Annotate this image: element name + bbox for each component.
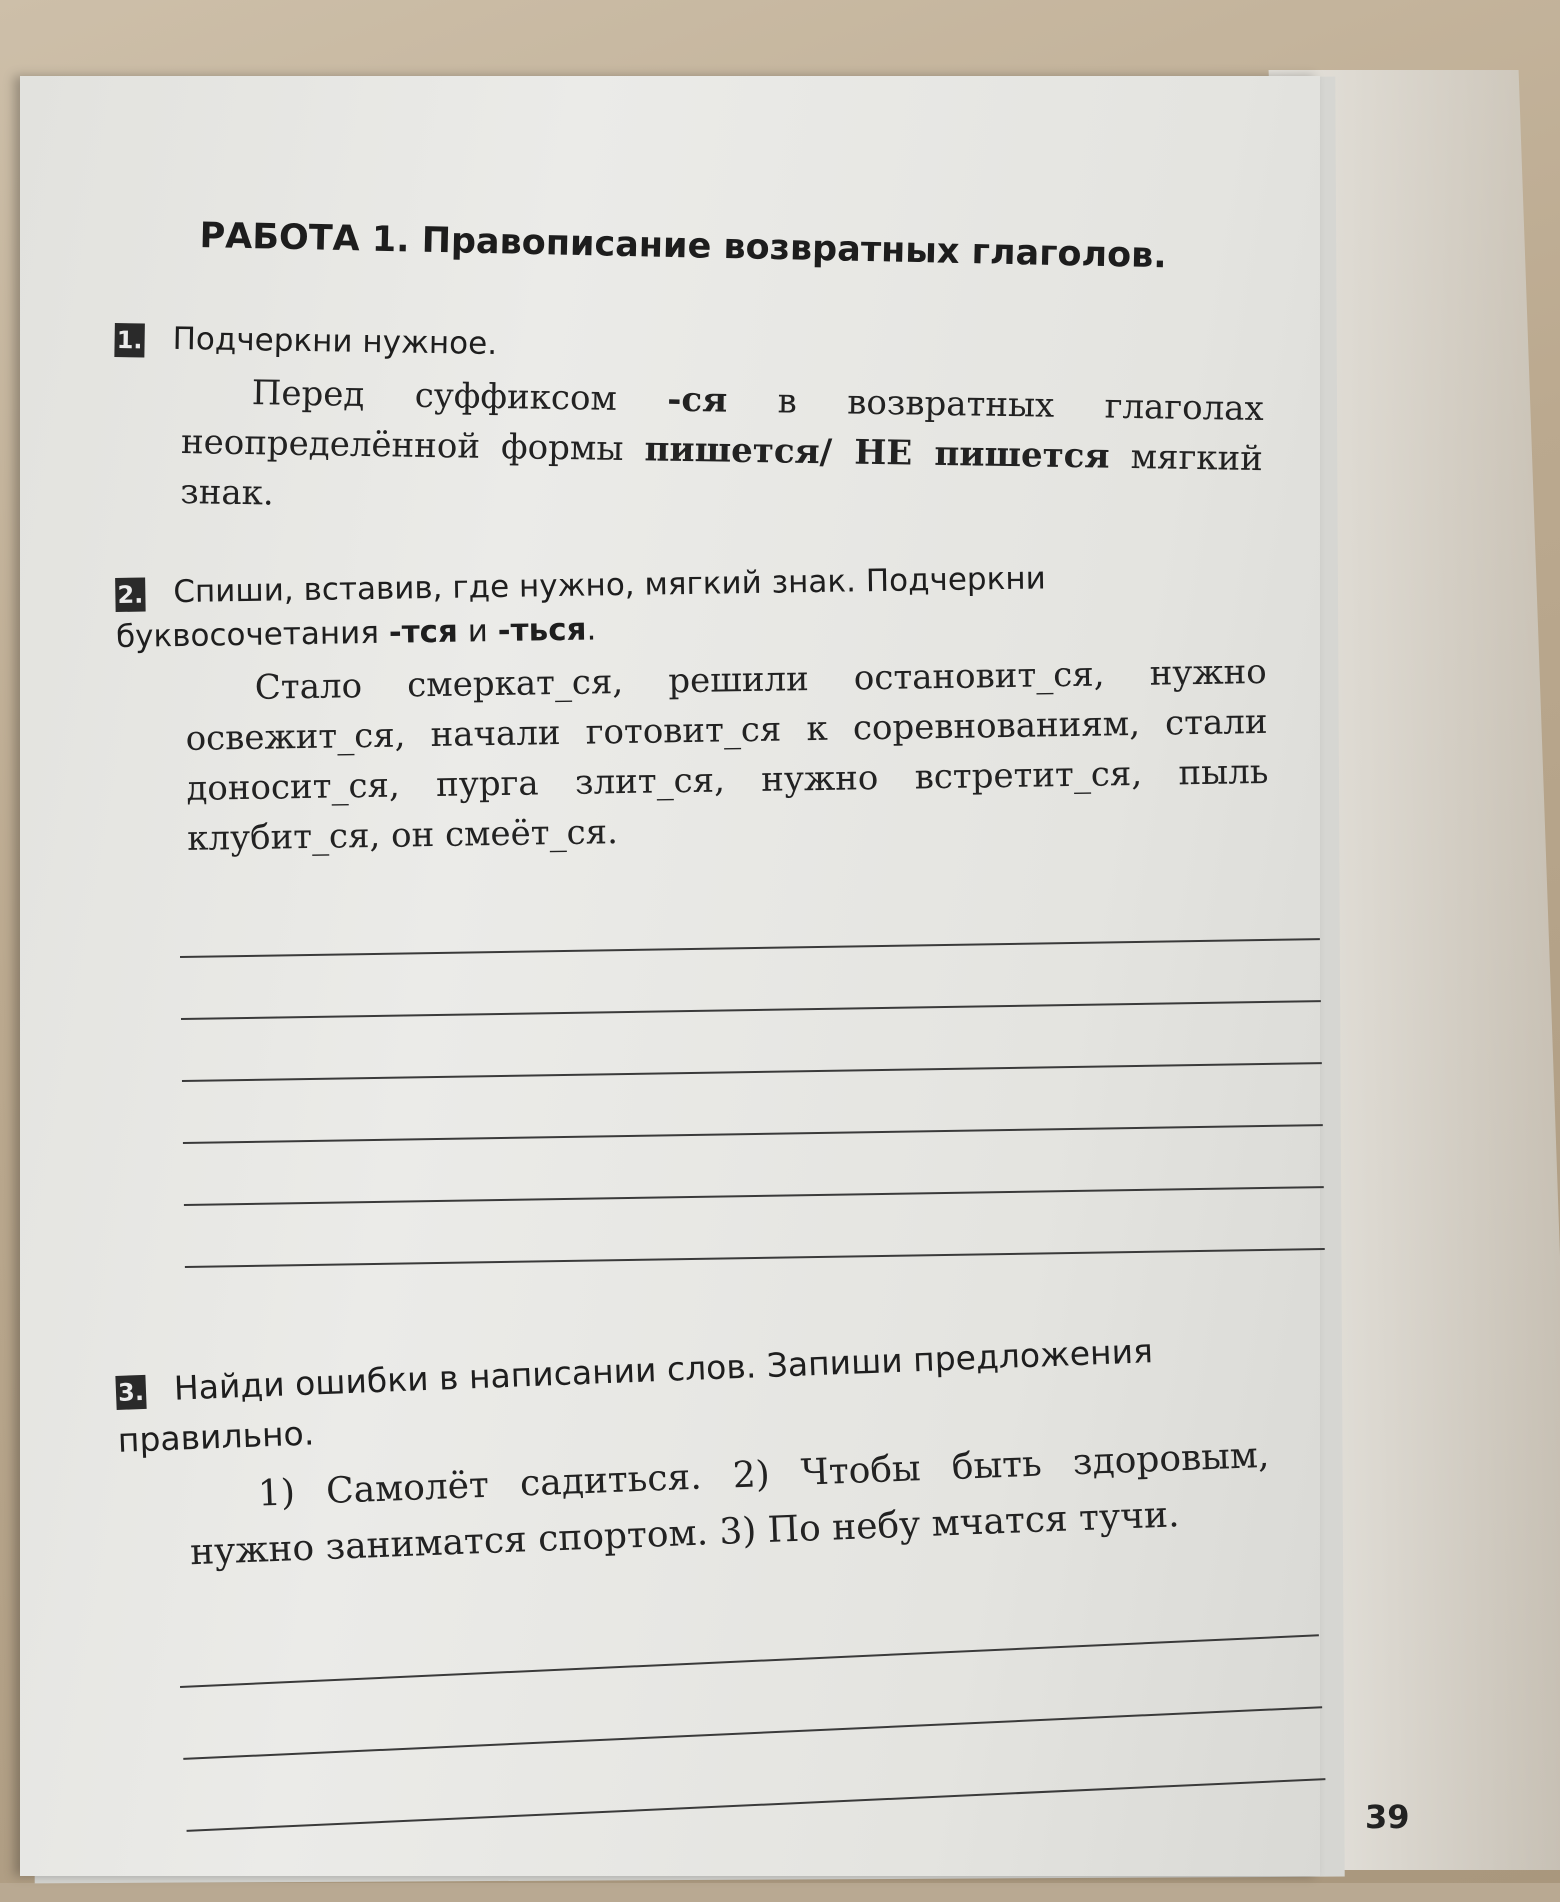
task-2-instruction-part3: . (586, 611, 597, 648)
answer-line[interactable] (183, 1706, 1322, 1760)
task-1-number: 1. (114, 322, 145, 356)
task-3-answer-lines (180, 1634, 1329, 1901)
task-2-combo-1: -тся (388, 613, 459, 651)
page-number: 39 (1365, 1798, 1410, 1836)
answer-line[interactable] (181, 1000, 1321, 1020)
page-title: РАБОТА 1. Правописание возвратных глаголов. (199, 216, 1168, 277)
answer-line[interactable] (185, 1248, 1325, 1268)
task-2-combo-2: -ться (497, 611, 587, 649)
task-1-text-part2: в возвратных глаголах неопределённой формы (180, 380, 1264, 470)
answer-line[interactable] (182, 1062, 1322, 1082)
task-1-text-part1: Перед суффиксом (251, 373, 668, 420)
task-1-instruction: Подчеркни нужное. (172, 320, 498, 363)
task-2-exercise-text: Стало смеркат_ся, решили остановит_ся, нужно освежит_ся, начали готовит_ся к соревнованиям, стали доносит_ся, пурга злит_ся, нужно встретит_ся, пыль клубит_ся, он смеёт_ся. (185, 651, 1269, 859)
task-1 (112, 316, 1265, 534)
answer-line[interactable] (184, 1186, 1324, 1206)
task-2-instruction-part2: и (457, 612, 499, 650)
task-3-instruction: Найди ошибки в написании слов. Запиши предложения правильно. (117, 1331, 1154, 1460)
task-2 (115, 553, 1269, 865)
task-1-option-b[interactable]: НЕ пишется (831, 432, 1110, 477)
task-1-suffix: -ся (667, 379, 728, 421)
answer-line[interactable] (180, 1634, 1319, 1688)
task-1-text-part3: мягкий знак. (179, 436, 1264, 514)
task-3-exercise-text: 1) Самолёт садиться. 2) Чтобы быть здоровым, нужно заниматся спортом. 3) По небу мчатся тучи. (189, 1434, 1271, 1574)
task-3-number: 3. (115, 1374, 146, 1409)
answer-line[interactable] (183, 1124, 1323, 1144)
task-1-option-a[interactable]: пишется/ (644, 429, 833, 473)
task-2-instruction-part1: Спиши, вставив, где нужно, мягкий знак. Подчеркни буквосочетания (115, 560, 1046, 655)
task-3 (115, 1322, 1273, 1584)
answer-line[interactable] (187, 1778, 1326, 1832)
task-2-answer-lines (180, 938, 1326, 1328)
task-2-number: 2. (115, 577, 146, 611)
task-1-text (180, 367, 1264, 534)
answer-line[interactable] (180, 938, 1320, 958)
workbook-page (20, 76, 1410, 1876)
